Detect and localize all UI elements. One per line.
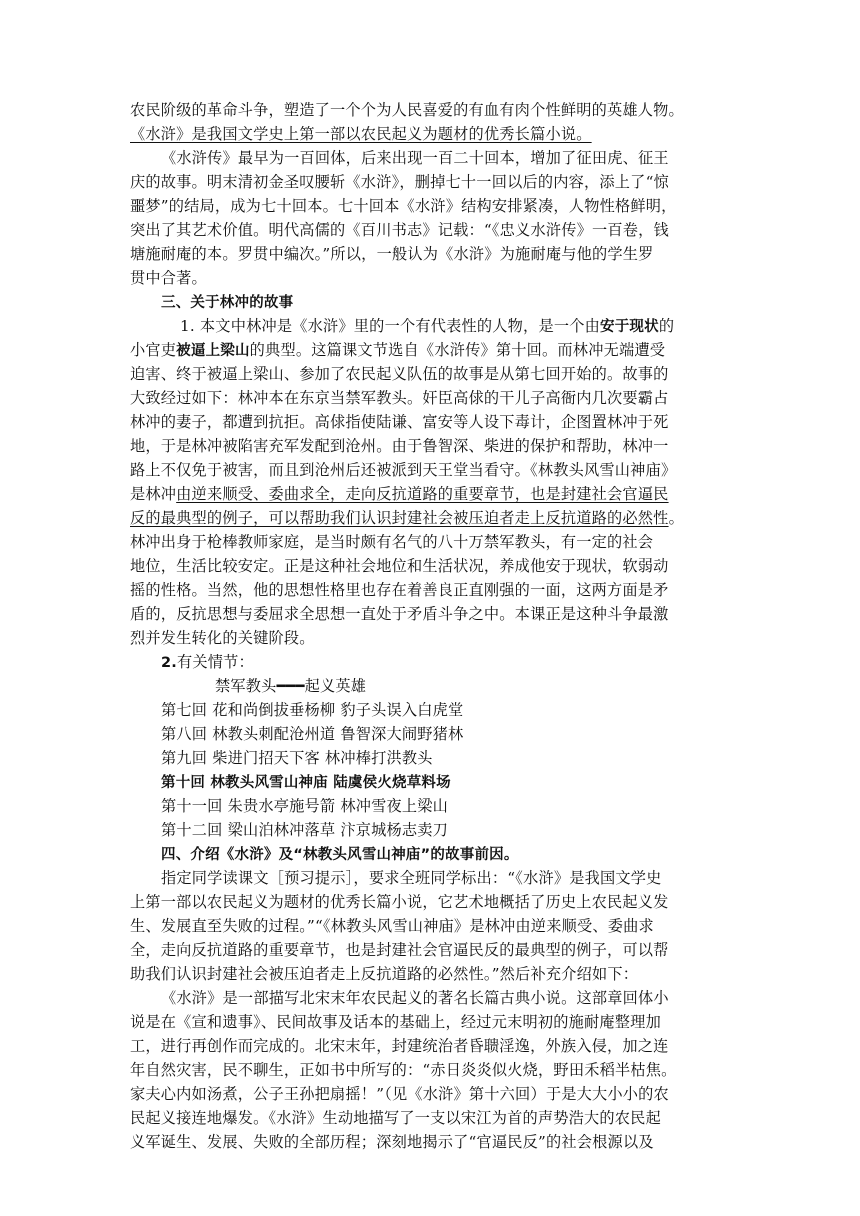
- text-line: [130, 386, 730, 410]
- text-span: 地，于是林冲被陷害充军发配到沧州。由于鲁智深、柴进的保护和帮助，林冲一: [130, 437, 669, 455]
- text-span: 第七回 花和尚倒拔垂杨柳 豹子头误入白虎堂: [161, 701, 464, 719]
- text-span: 全，走向反抗道路的重要章节，也是封建社会官逼民反的最典型的例子，可以帮: [130, 941, 669, 959]
- text-line: [130, 1106, 730, 1130]
- text-line: [130, 818, 730, 842]
- bold-text: 2.: [161, 655, 177, 671]
- text-span: 生、发展直至失败的过程。”“《林教头风雪山神庙》是林冲由逆来顺受、委曲求: [130, 917, 654, 935]
- text-span: 噩梦”的结局，成为七十回本。七十回本《水浒》结构安排紧凑，人物性格鲜明，: [130, 197, 677, 215]
- text-span: 指定同学读课文［预习提示］，要求全班同学标出：“《水浒》是我国文学史: [161, 869, 662, 887]
- text-line: [130, 842, 730, 866]
- text-line: [130, 626, 730, 650]
- text-line: [130, 434, 730, 458]
- text-line: [130, 362, 730, 386]
- text-line: [130, 674, 730, 698]
- bold-text: 安于现状: [600, 319, 659, 335]
- text-span: 贯中合著。: [130, 269, 207, 287]
- text-line: [130, 482, 730, 506]
- text-span: 禁军教头━━━起义英雄: [215, 677, 367, 695]
- underlined-text: 《水浒》是我国文学史上第一部以农民起义为题材的优秀长篇小说。: [130, 125, 592, 143]
- text-span: 摇的性格。当然，他的思想性格里也存在着善良正直刚强的一面，这两方面是矛: [130, 581, 669, 599]
- text-span: 助我们认识封建社会被压迫者走上反抗道路的必然性。”然后补充介绍如下：: [130, 965, 639, 983]
- underlined-text: 由逆来顺受、委曲求全，走向反抗道路的重要章节，也是封建社会官逼民: [176, 485, 669, 503]
- text-span: 义军诞生、发展、失败的全部历程；深刻地揭示了“官逼民反”的社会根源以及: [130, 1133, 654, 1151]
- text-span: 说是在《宣和遗事》、民间故事及话本的基础上，经过元末明初的施耐庵整理加: [130, 1013, 661, 1031]
- text-span: 林冲的妻子，都遭到抗拒。高俅指使陆谦、富安等人设下毒计，企图置林冲于死: [130, 413, 669, 431]
- text-line: [130, 962, 730, 986]
- text-span: 的典型。这篇课文节选自《水浒传》第十回。而林冲无端遭受: [249, 341, 666, 359]
- text-span: 路上不仅免于被害，而且到沧州后还被派到天王堂当看守。《林教头风雪山神庙》: [130, 461, 677, 479]
- text-span: 上第一部以农民起义为题材的优秀长篇小说，它艺术地概括了历史上农民起义发: [130, 893, 669, 911]
- text-span: 农民阶级的革命斗争，塑造了一个个为人民喜爱的有血有肉个性鲜明的英雄人物。: [130, 101, 684, 119]
- text-line: [130, 242, 730, 266]
- text-line: [130, 938, 730, 962]
- text-line: [130, 1010, 730, 1034]
- text-span: 工，进行再创作而完成的。北宋末年，封建统治者昏聩淫逸，外族入侵，加之连: [130, 1037, 669, 1055]
- text-span: 家夫心内如汤煮，公子王孙把扇摇！”（见《水浒》第十六回）于是大大小小的农: [130, 1085, 669, 1103]
- text-span: 《水浒》是一部描写北宋末年农民起义的著名长篇古典小说。这部章回体小: [161, 989, 669, 1007]
- text-span: 盾的，反抗思想与委屈求全思想一直处于矛盾斗争之中。本课正是这种斗争最激: [130, 605, 669, 623]
- text-span: 有关情节：: [177, 653, 254, 671]
- text-line: [130, 506, 730, 530]
- text-line: [130, 986, 730, 1010]
- text-line: [130, 602, 730, 626]
- bold-text: 被逼上梁山: [176, 343, 250, 359]
- bold-text: 三、关于林冲的故事: [161, 295, 294, 311]
- text-span: 小官吏: [130, 341, 177, 359]
- text-line: [130, 698, 730, 722]
- text-line: [130, 218, 730, 242]
- text-line: [130, 1130, 730, 1154]
- text-line: [130, 338, 730, 362]
- text-line: [130, 314, 730, 338]
- text-line: [130, 290, 730, 314]
- text-line: [130, 266, 730, 290]
- text-line: [130, 146, 730, 170]
- text-span: 《水浒传》最早为一百回体，后来出现一百二十回本，增加了征田虎、征王: [161, 149, 669, 167]
- text-span: 地位，生活比较安定。正是这种社会地位和生活状况，养成他安于现状，软弱动: [130, 557, 669, 575]
- text-line: [130, 722, 730, 746]
- text-span: 大致经过如下：林冲本在东京当禁军教头。奸臣高俅的干儿子高衙内几次要霸占: [130, 389, 669, 407]
- text-span: 第九回 柴进门招天下客 林冲棒打洪教头: [161, 749, 433, 767]
- text-line: [130, 1058, 730, 1082]
- text-span: 迫害、终于被逼上梁山、参加了农民起义队伍的故事是从第七回开始的。故事的: [130, 365, 669, 383]
- text-line: [130, 98, 730, 122]
- text-line: [130, 794, 730, 818]
- document-page: [130, 98, 730, 1154]
- text-span: 第十一回 朱贵水亭施号箭 林冲雪夜上梁山: [161, 797, 449, 815]
- text-line: [130, 1082, 730, 1106]
- text-line: [130, 458, 730, 482]
- text-span: 突出了其艺术价值。明代高儒的《百川书志》记载：“《忠义水浒传》一百卷，钱: [130, 221, 669, 239]
- text-line: [130, 554, 730, 578]
- bold-text: 第十回 林教头风雪山神庙 陆虞侯火烧草料场: [161, 775, 451, 791]
- text-span: 1. 本文中林冲是《水浒》里的一个有代表性的人物，是一个由: [180, 317, 600, 335]
- text-line: [130, 170, 730, 194]
- text-span: 是林冲: [130, 485, 177, 503]
- text-line: [130, 410, 730, 434]
- text-line: [130, 914, 730, 938]
- text-line: [130, 194, 730, 218]
- text-span: 民起义接连地爆发。《水浒》生动地描写了一支以宋江为首的声势浩大的农民起: [130, 1109, 661, 1127]
- text-span: 烈并发生转化的关键阶段。: [130, 629, 315, 647]
- bold-text: 四、介绍《水浒》及“林教头风雪山神庙”的故事前因。: [161, 847, 519, 863]
- text-span: 塘施耐庵的本。罗贯中编次。”所以，一般认为《水浒》为施耐庵与他的学生罗: [130, 245, 654, 263]
- text-span: 年自然灾害，民不聊生，正如书中所写的：“赤日炎炎似火烧，野田禾稻半枯焦。: [130, 1061, 677, 1079]
- text-line: [130, 530, 730, 554]
- text-span: 第八回 林教头刺配沧州道 鲁智深大闹野猪林: [161, 725, 464, 743]
- text-span: 第十二回 梁山泊林冲落草 汴京城杨志卖刀: [161, 821, 449, 839]
- text-line: [130, 578, 730, 602]
- text-line: [130, 746, 730, 770]
- text-line: [130, 770, 730, 794]
- text-line: [130, 650, 730, 674]
- text-line: [130, 1034, 730, 1058]
- text-line: [130, 122, 730, 146]
- text-span: 。: [668, 509, 684, 527]
- text-line: [130, 890, 730, 914]
- text-span: 林冲出身于枪棒教师家庭，是当时颇有名气的八十万禁军教头，有一定的社会: [130, 533, 654, 551]
- text-span: 的: [658, 317, 675, 335]
- underlined-text: 反的最典型的例子，可以帮助我们认识封建社会被压迫者走上反抗道路的必然性: [130, 509, 669, 527]
- text-span: 庆的故事。明末清初金圣叹腰斩《水浒》，删掉七十一回以后的内容，添上了“惊: [130, 173, 669, 191]
- text-line: [130, 866, 730, 890]
